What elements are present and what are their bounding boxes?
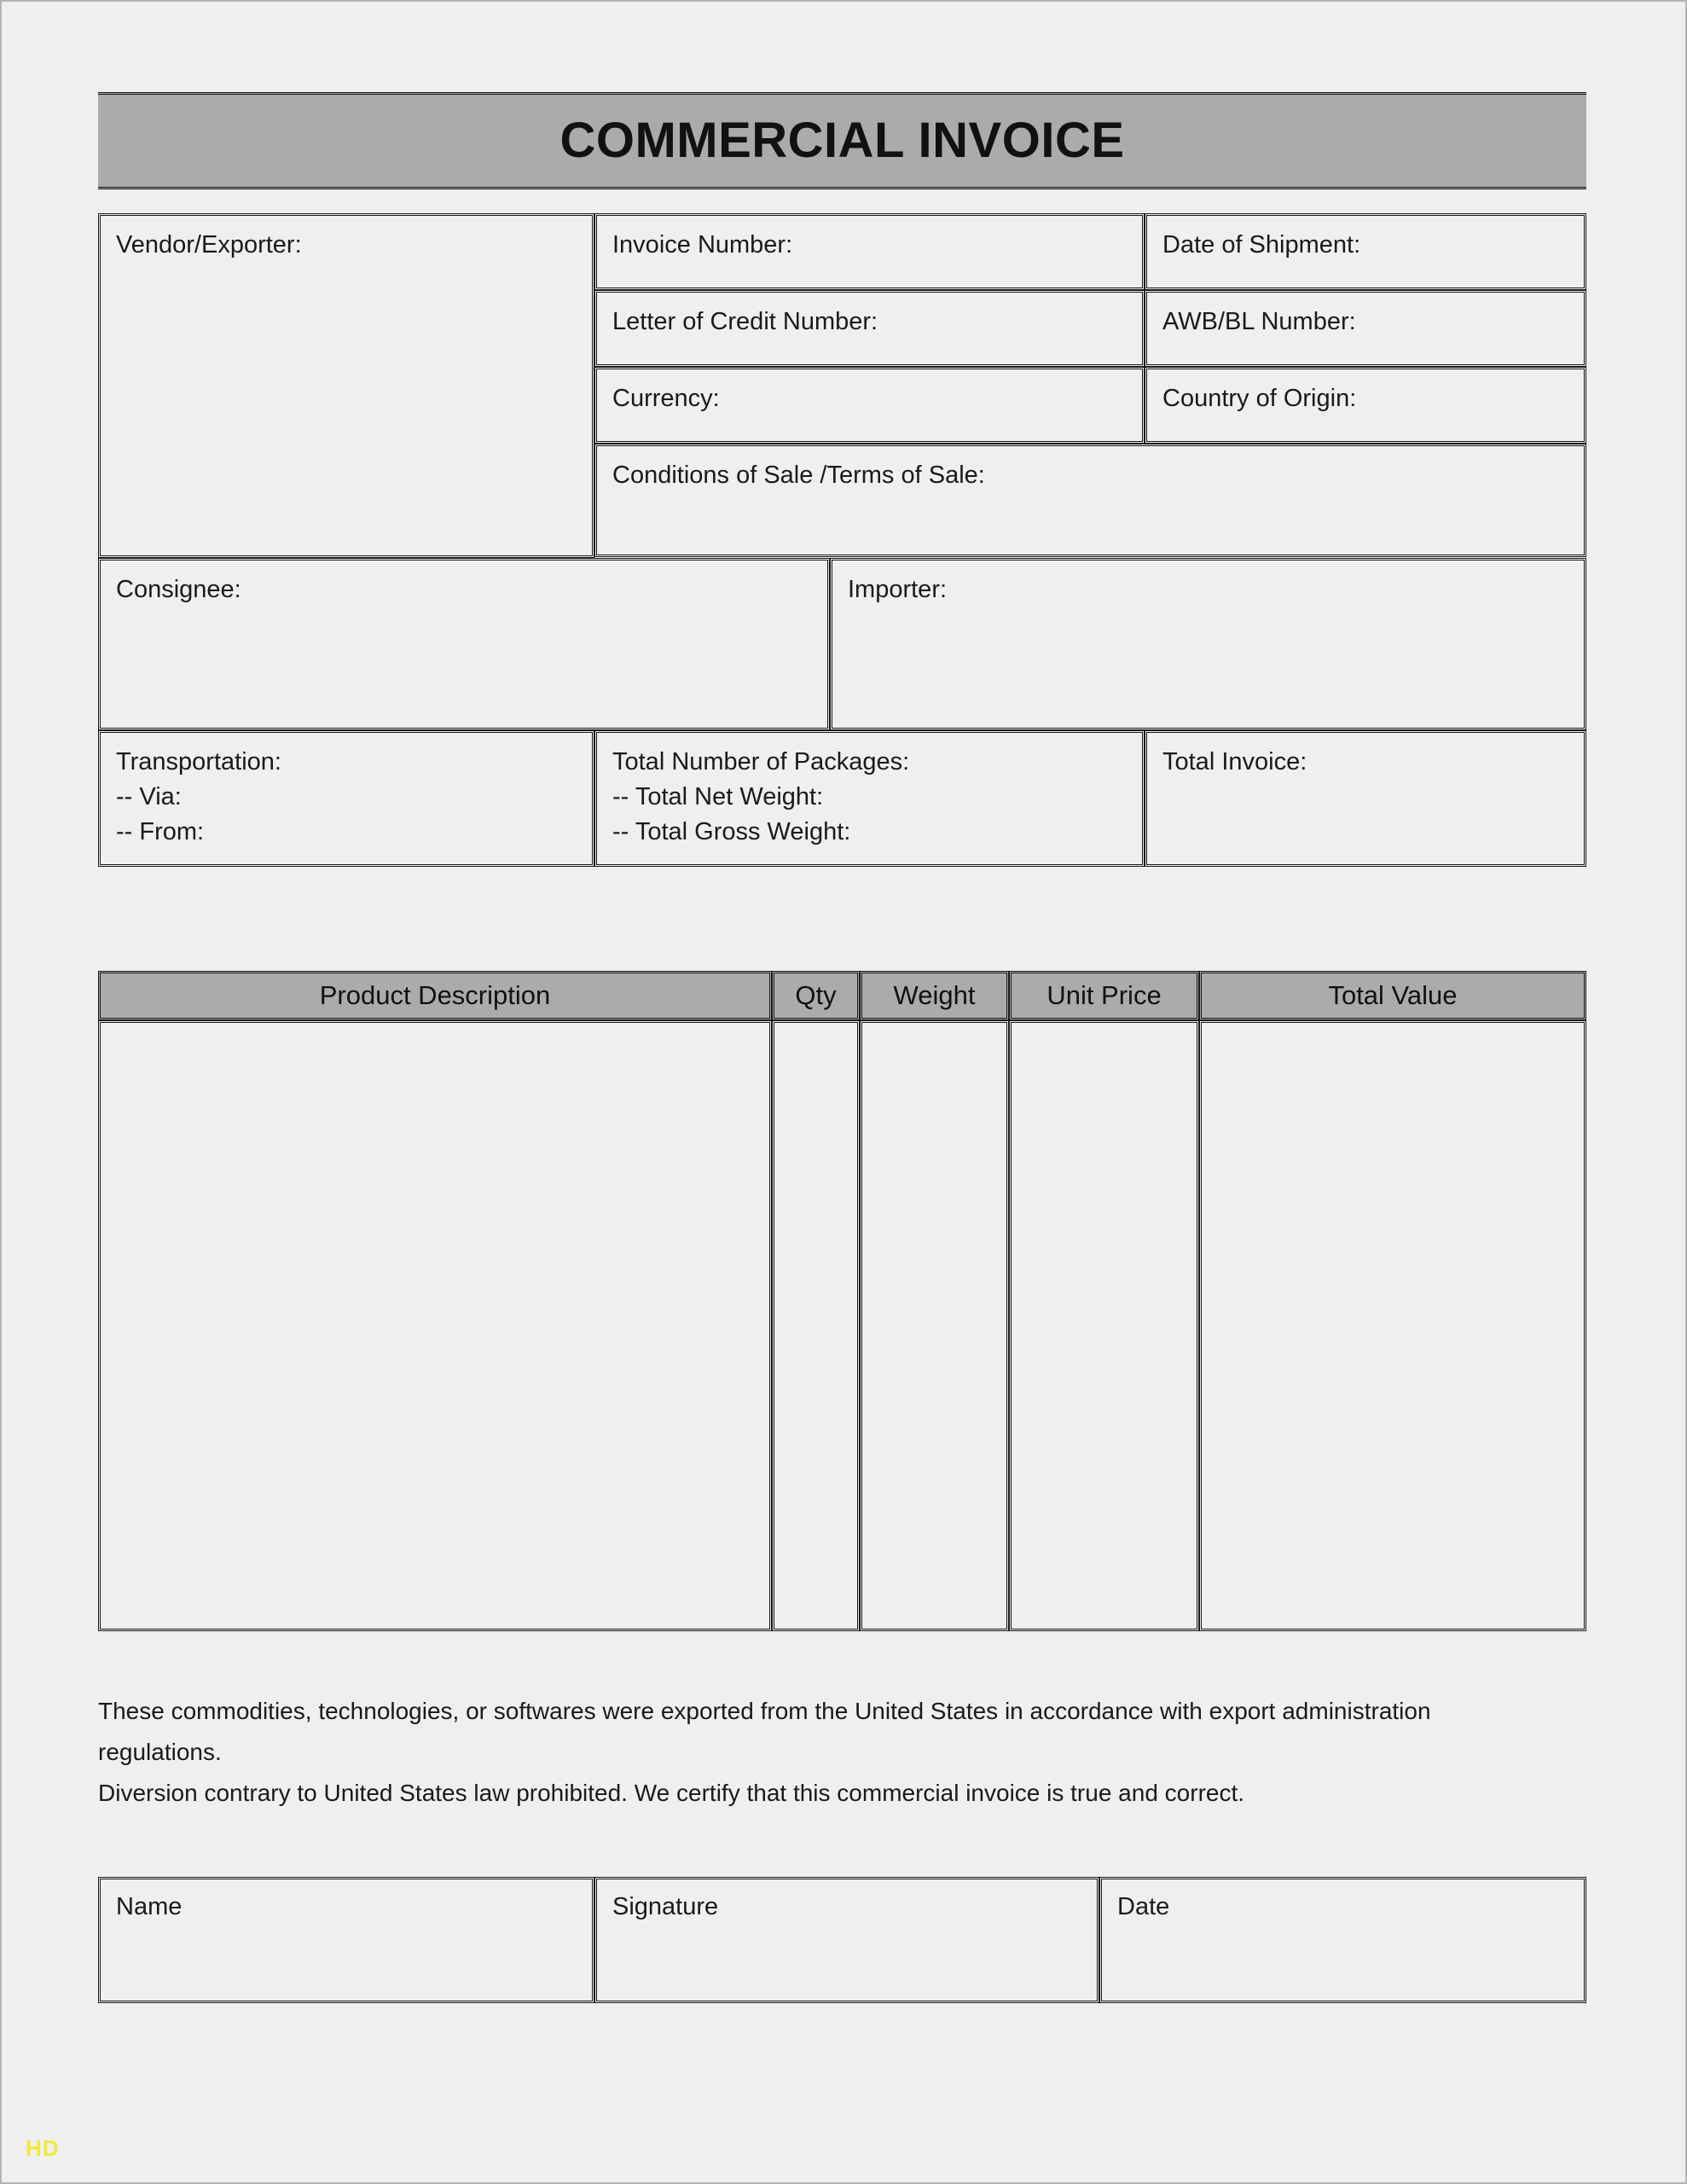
field-signature[interactable] [594, 1877, 1099, 2003]
product-table-body [98, 1020, 1586, 1631]
column-header-unit-price: Unit Price [1009, 971, 1199, 1020]
hd-watermark: HD [26, 2135, 60, 2161]
country-of-origin-label: Country of Origin: [1162, 385, 1357, 412]
certification-line-1: These commodities, technologies, or softwares were exported from the United States in accordance with export administration regulations. [98, 1698, 1431, 1766]
field-letter-of-credit-number[interactable] [594, 290, 1145, 367]
product-table-header-row [98, 971, 1586, 1020]
letter-of-credit-number-label: Letter of Credit Number: [612, 308, 878, 335]
field-date-of-shipment[interactable] [1145, 213, 1586, 290]
consignee-label: Consignee: [116, 576, 241, 603]
total-invoice-label: Total Invoice: [1162, 748, 1307, 775]
cell-qty[interactable] [772, 1020, 860, 1631]
cell-total-value[interactable] [1199, 1020, 1586, 1631]
document-title-banner [98, 92, 1586, 189]
column-header-product-description: Product Description [98, 971, 772, 1020]
cell-weight[interactable] [860, 1020, 1009, 1631]
field-awb-bl-number[interactable] [1145, 290, 1586, 367]
product-table [98, 971, 1586, 1631]
page-title: COMMERCIAL INVOICE [559, 113, 1125, 168]
column-header-weight: Weight [860, 971, 1009, 1020]
field-packages-and-weights[interactable] [594, 730, 1145, 867]
invoice-meta-column [594, 213, 1586, 558]
meta-row-4 [594, 444, 1586, 557]
transportation-from-label: -- From: [116, 818, 205, 846]
date-label: Date [1117, 1893, 1170, 1921]
vendor-column [98, 213, 594, 558]
field-date[interactable] [1099, 1877, 1586, 2003]
invoice-number-label: Invoice Number: [612, 231, 793, 258]
field-country-of-origin[interactable] [1145, 367, 1586, 444]
meta-row-3 [594, 367, 1586, 444]
field-invoice-number[interactable] [594, 213, 1145, 290]
field-vendor-exporter[interactable] [98, 213, 594, 558]
awb-bl-number-label: AWB/BL Number: [1162, 308, 1356, 335]
meta-row-2 [594, 290, 1586, 367]
vendor-exporter-label: Vendor/Exporter: [116, 231, 302, 258]
field-currency[interactable] [594, 367, 1145, 444]
signature-block [98, 1877, 1586, 2003]
conditions-of-sale-label: Conditions of Sale /Terms of Sale: [612, 462, 985, 489]
name-label: Name [116, 1893, 183, 1921]
importer-label: Importer: [848, 576, 948, 603]
field-name[interactable] [98, 1877, 594, 2003]
field-consignee[interactable] [98, 558, 830, 730]
total-gross-weight-label: -- Total Gross Weight: [612, 818, 851, 846]
cell-product-description[interactable] [98, 1020, 772, 1631]
total-net-weight-label: -- Total Net Weight: [612, 783, 824, 811]
transportation-label: Transportation: [116, 748, 281, 775]
transportation-via-label: -- Via: [116, 783, 182, 811]
date-of-shipment-label: Date of Shipment: [1162, 231, 1361, 258]
field-total-invoice[interactable] [1145, 730, 1586, 867]
field-transportation[interactable] [98, 730, 594, 867]
meta-row-1 [594, 213, 1586, 290]
column-header-total-value: Total Value [1199, 971, 1586, 1020]
header-block [98, 213, 1586, 558]
field-importer[interactable] [830, 558, 1586, 730]
invoice-sheet [98, 0, 1586, 2003]
total-number-of-packages-label: Total Number of Packages: [612, 748, 910, 775]
transport-block [98, 730, 1586, 867]
certification-line-2: Diversion contrary to United States law prohibited. We certify that this commercial invoice is true and correct. [98, 1780, 1245, 1807]
signature-label: Signature [612, 1893, 719, 1921]
currency-label: Currency: [612, 385, 720, 412]
field-conditions-of-sale[interactable] [594, 444, 1586, 557]
column-header-qty: Qty [772, 971, 860, 1020]
parties-block [98, 558, 1586, 730]
certification-statement [98, 1691, 1548, 1814]
cell-unit-price[interactable] [1009, 1020, 1199, 1631]
